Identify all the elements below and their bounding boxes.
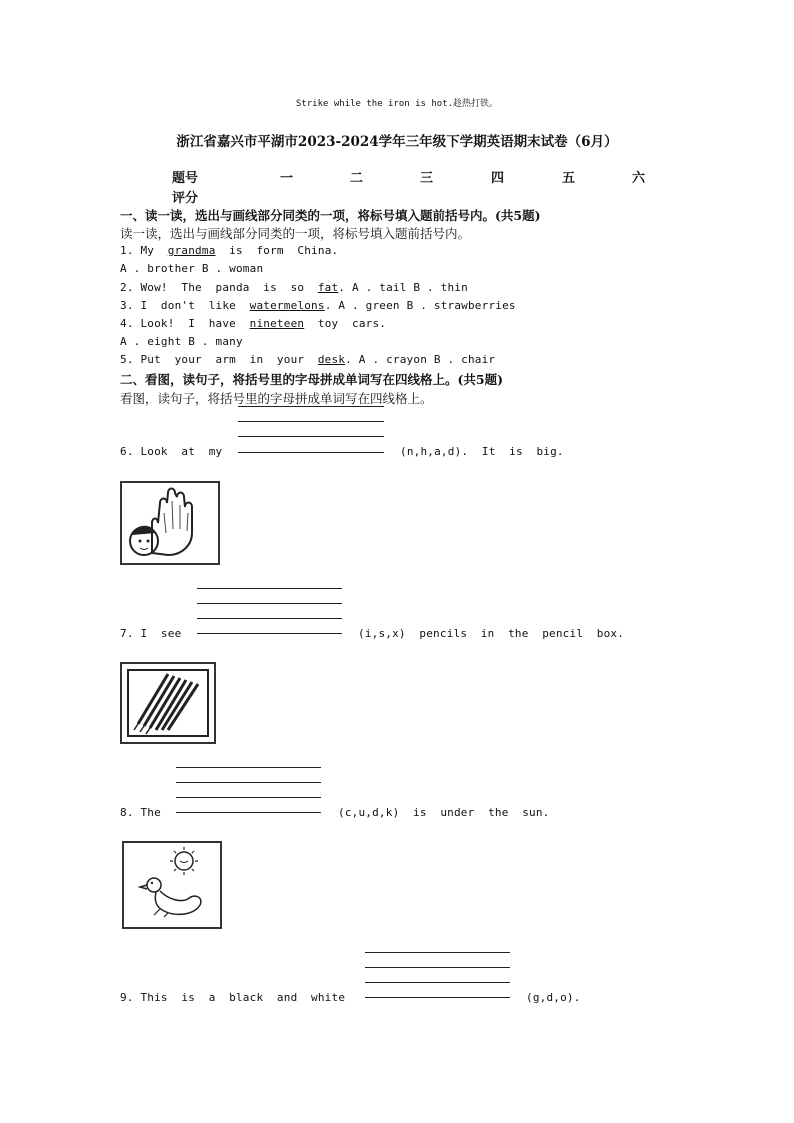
q8-writing-line-3 xyxy=(176,797,321,798)
question-7-text: 7. I see xyxy=(120,627,182,640)
question-3 xyxy=(120,299,516,312)
question-5 xyxy=(120,353,495,366)
q8-writing-line-1 xyxy=(176,767,321,768)
q3-text-pre: 3. I don't like xyxy=(120,299,250,312)
pencil-box-picture xyxy=(120,662,216,744)
q5-text-pre: 5. Put your arm in your xyxy=(120,353,318,366)
section2-heading: 二、看图，读句子，将括号里的字母拼成单词写在四线格上。(共5题) xyxy=(120,372,504,387)
section1-heading: 一、读一读，选出与画线部分同类的一项，将标号填入题前括号内。(共5题) xyxy=(120,208,541,223)
score-row2-label: 评分 xyxy=(172,191,199,206)
question-6-text: 6. Look at my xyxy=(120,445,223,458)
q4-underlined-word: nineteen xyxy=(249,317,305,330)
q2-text-pre: 2. Wow! The panda is so xyxy=(120,281,318,294)
question-9-hint: (g,d,o). xyxy=(526,991,581,1004)
question-8-hint: (c,u,d,k) is under the sun. xyxy=(338,806,550,819)
score-col-2: 二 xyxy=(350,171,364,186)
question-8-text: 8. The xyxy=(120,806,161,819)
question-2 xyxy=(120,281,468,294)
q9-writing-line-4[interactable] xyxy=(365,997,510,998)
q1-text-pre: 1. My xyxy=(120,244,168,257)
question-4 xyxy=(120,317,386,330)
q6-writing-line-1 xyxy=(238,406,384,407)
section1-instruction: 读一读，选出与画线部分同类的一项，将标号填入题前括号内。 xyxy=(120,226,471,241)
question-9-text: 9. This is a black and white xyxy=(120,991,346,1004)
q5-text-post: . A . crayon B . chair xyxy=(345,353,496,366)
score-col-3: 三 xyxy=(420,171,434,186)
q4-text-post: toy cars. xyxy=(304,317,387,330)
q7-writing-line-2 xyxy=(197,603,342,604)
q3-underlined-word: watermelons xyxy=(249,299,325,312)
section2-instruction: 看图，读句子，将括号里的字母拼成单词写在四线格上。 xyxy=(120,391,433,406)
q9-writing-line-3 xyxy=(365,982,510,983)
q1-options: A . brother B . woman xyxy=(120,262,264,275)
q2-underlined-word: fat xyxy=(317,281,339,294)
q3-text-post: . A . green B . strawberries xyxy=(324,299,516,312)
q1-text-post: is form China. xyxy=(215,244,339,257)
q8-writing-line-2 xyxy=(176,782,321,783)
q9-writing-line-2 xyxy=(365,967,510,968)
q6-writing-line-2 xyxy=(238,421,384,422)
q9-writing-line-1 xyxy=(365,952,510,953)
q6-writing-line-4[interactable] xyxy=(238,452,384,453)
score-col-1: 一 xyxy=(280,171,294,186)
score-col-5: 五 xyxy=(562,171,576,186)
q4-options: A . eight B . many xyxy=(120,335,243,348)
duck-sun-icon xyxy=(124,843,220,927)
question-6-hint: (n,h,a,d). It is big. xyxy=(400,445,564,458)
motto: Strike while the iron is hot.趁热打铁。 xyxy=(295,99,499,109)
q8-writing-line-4[interactable] xyxy=(176,812,321,813)
q5-underlined-word: desk xyxy=(317,353,346,366)
q1-underlined-word: grandma xyxy=(167,244,216,257)
hand-icon xyxy=(122,483,218,563)
pencils-icon xyxy=(122,664,214,742)
q7-writing-line-1 xyxy=(197,588,342,589)
score-col-6: 六 xyxy=(632,171,646,186)
question-7-hint: (i,s,x) pencils in the pencil box. xyxy=(358,627,625,640)
page-title: 浙江省嘉兴市平湖市2023-2024学年三年级下学期英语期末试卷（6月） xyxy=(176,134,618,150)
score-row-label: 题号 xyxy=(172,171,199,186)
score-col-4: 四 xyxy=(491,171,505,186)
q7-writing-line-4[interactable] xyxy=(197,633,342,634)
q4-text-pre: 4. Look! I have xyxy=(120,317,250,330)
q2-text-post: . A . tail B . thin xyxy=(338,281,468,294)
q6-writing-line-3 xyxy=(238,436,384,437)
duck-under-sun-picture xyxy=(122,841,222,929)
q7-writing-line-3 xyxy=(197,618,342,619)
hand-picture xyxy=(120,481,220,565)
question-1 xyxy=(120,244,338,257)
